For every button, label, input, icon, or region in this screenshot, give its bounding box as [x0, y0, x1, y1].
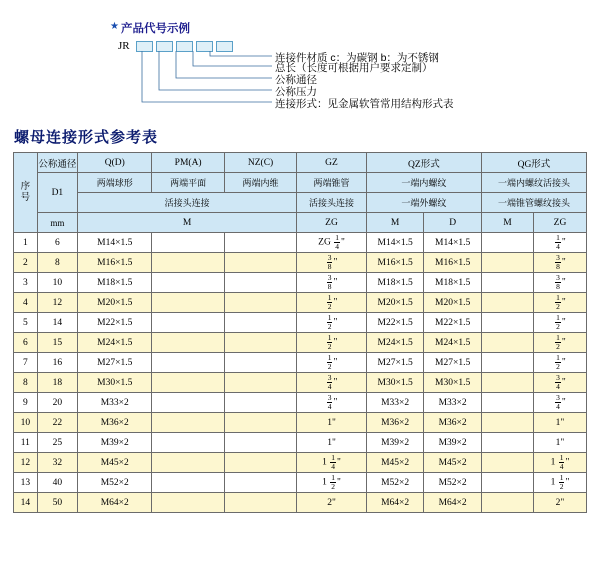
header-group-nz-code: NZ(C) — [224, 153, 296, 173]
cell-q: M27×1.5 — [78, 353, 152, 373]
cell-pm — [152, 453, 225, 473]
table-row — [14, 273, 587, 293]
cell-qg-m — [481, 493, 533, 513]
cell-dn: 16 — [37, 353, 77, 373]
header-group-gz-code: GZ — [297, 153, 367, 173]
cell-dn: 22 — [37, 413, 77, 433]
cell-qg-zg: 1" — [533, 433, 586, 453]
cell-gz: $\frac{3}{8}$ " — [297, 273, 367, 293]
cell-qz-m: M30×1.5 — [366, 373, 424, 393]
cell-qg-m — [481, 413, 533, 433]
cell-qg-zg: $\frac{1}{2}$ " — [533, 353, 586, 373]
cell-qz-d: M64×2 — [424, 493, 482, 513]
cell-nz — [224, 233, 296, 253]
cell-qz-d: M33×2 — [424, 393, 482, 413]
cell-nz — [224, 453, 296, 473]
cell-qz-m: M27×1.5 — [366, 353, 424, 373]
cell-pm — [152, 253, 225, 273]
header-dn: 公称通径 — [37, 153, 77, 173]
cell-gz: $\frac{3}{4}$ " — [297, 393, 367, 413]
cell-pm — [152, 373, 225, 393]
table-row — [14, 413, 587, 433]
cell-dn: 15 — [37, 333, 77, 353]
cell-gz: $\frac{3}{8}$ " — [297, 253, 367, 273]
header-group-gz-desc: 两端锥管 — [297, 173, 367, 193]
cell-seq: 2 — [14, 253, 38, 273]
header-group-qg-code: QG形式 — [481, 153, 586, 173]
table-row — [14, 493, 587, 513]
table-header-row-join — [14, 193, 587, 213]
cell-gz: 1" — [297, 413, 367, 433]
cell-qz-d: M16×1.5 — [424, 253, 482, 273]
cell-qg-zg: 1 $\frac{1}{4}$ " — [533, 453, 586, 473]
table-row — [14, 453, 587, 473]
star-icon: ★ — [110, 21, 119, 32]
header-seq: 序 号 — [14, 153, 38, 233]
table-header-row-units — [14, 213, 587, 233]
header-unit-qg-zg: ZG — [533, 213, 586, 233]
cell-pm — [152, 433, 225, 453]
cell-qg-m — [481, 333, 533, 353]
cell-seq: 8 — [14, 373, 38, 393]
cell-qg-zg: 1 $\frac{1}{2}$ " — [533, 473, 586, 493]
header-join-gz: 活接头连接 — [297, 193, 367, 213]
cell-pm — [152, 293, 225, 313]
cell-pm — [152, 413, 225, 433]
header-unit-m-left: M — [78, 213, 297, 233]
header-group-qz-desc1: 一端内螺纹 — [366, 173, 481, 193]
cell-nz — [224, 353, 296, 373]
cell-seq: 13 — [14, 473, 38, 493]
cell-qg-zg: $\frac{1}{4}$ " — [533, 233, 586, 253]
cell-seq: 3 — [14, 273, 38, 293]
header-unit-qz-d: D — [424, 213, 482, 233]
cell-dn: 8 — [37, 253, 77, 273]
cell-seq: 5 — [14, 313, 38, 333]
table-row — [14, 393, 587, 413]
cell-q: M33×2 — [78, 393, 152, 413]
cell-nz — [224, 333, 296, 353]
cell-qg-m — [481, 453, 533, 473]
cell-seq: 10 — [14, 413, 38, 433]
diagram-title: 产品代号示例 — [121, 23, 190, 35]
cell-qz-m: M33×2 — [366, 393, 424, 413]
table-row — [14, 473, 587, 493]
cell-nz — [224, 253, 296, 273]
cell-nz — [224, 273, 296, 293]
table-header-row-codes — [14, 153, 587, 173]
table-row — [14, 313, 587, 333]
cell-nz — [224, 293, 296, 313]
cell-qz-m: M20×1.5 — [366, 293, 424, 313]
cell-qg-zg: $\frac{1}{2}$ " — [533, 333, 586, 353]
header-group-qg-desc1: 一端内螺纹活接头 — [481, 173, 586, 193]
cell-pm — [152, 353, 225, 373]
table-row — [14, 353, 587, 373]
cell-qg-m — [481, 353, 533, 373]
cell-qz-m: M45×2 — [366, 453, 424, 473]
cell-pm — [152, 493, 225, 513]
cell-dn: 20 — [37, 393, 77, 413]
cell-qz-m: M39×2 — [366, 433, 424, 453]
cell-q: M52×2 — [78, 473, 152, 493]
cell-qg-m — [481, 273, 533, 293]
cell-dn: 25 — [37, 433, 77, 453]
cell-nz — [224, 373, 296, 393]
header-unit-qg-m: M — [481, 213, 533, 233]
cell-pm — [152, 333, 225, 353]
cell-qg-zg: $\frac{3}{4}$ " — [533, 393, 586, 413]
cell-qz-m: M22×1.5 — [366, 313, 424, 333]
cell-qz-d: M24×1.5 — [424, 333, 482, 353]
cell-qz-d: M45×2 — [424, 453, 482, 473]
cell-seq: 7 — [14, 353, 38, 373]
header-dn-sub: D1 — [37, 173, 77, 213]
cell-seq: 14 — [14, 493, 38, 513]
table-row — [14, 253, 587, 273]
cell-q: M14×1.5 — [78, 233, 152, 253]
cell-q: M36×2 — [78, 413, 152, 433]
cell-seq: 4 — [14, 293, 38, 313]
cell-qg-zg: 2" — [533, 493, 586, 513]
cell-dn: 18 — [37, 373, 77, 393]
cell-qg-zg: $\frac{3}{4}$ " — [533, 373, 586, 393]
header-dn-unit: mm — [37, 213, 77, 233]
cell-pm — [152, 393, 225, 413]
cell-q: M22×1.5 — [78, 313, 152, 333]
cell-qz-d: M14×1.5 — [424, 233, 482, 253]
cell-qz-m: M14×1.5 — [366, 233, 424, 253]
cell-gz: $\frac{1}{2}$ " — [297, 313, 367, 333]
header-group-q-desc: 两端球形 — [78, 173, 152, 193]
table-row — [14, 433, 587, 453]
header-group-q-code: Q(D) — [78, 153, 152, 173]
cell-gz: $\frac{3}{4}$ " — [297, 373, 367, 393]
cell-qg-m — [481, 373, 533, 393]
cell-qz-d: M52×2 — [424, 473, 482, 493]
cell-dn: 40 — [37, 473, 77, 493]
cell-gz: $\frac{1}{2}$ " — [297, 353, 367, 373]
cell-pm — [152, 313, 225, 333]
nut-connection-reference-table — [13, 152, 587, 513]
header-join-left: 活接头连接 — [78, 193, 297, 213]
table-row — [14, 293, 587, 313]
cell-gz: ZG $\frac{1}{4}$ " — [297, 233, 367, 253]
diagram-note-pressure: 公称压力 — [275, 86, 317, 98]
diagram-note-dn: 公称通径 — [275, 74, 317, 86]
table-row — [14, 233, 587, 253]
cell-qz-d: M22×1.5 — [424, 313, 482, 333]
table-row — [14, 373, 587, 393]
product-code-diagram — [0, 0, 600, 118]
diagram-note-material: 连接件材质 c：为碳钢 b：为不锈钢 — [275, 52, 439, 64]
cell-gz: 2" — [297, 493, 367, 513]
diagram-note-connection: 连接形式：见金属软管常用结构形式表 — [275, 98, 454, 110]
cell-nz — [224, 413, 296, 433]
cell-q: M30×1.5 — [78, 373, 152, 393]
cell-qz-m: M18×1.5 — [366, 273, 424, 293]
cell-pm — [152, 473, 225, 493]
cell-gz: $\frac{1}{2}$ " — [297, 333, 367, 353]
cell-gz: 1 $\frac{1}{4}$ " — [297, 453, 367, 473]
cell-qz-m: M24×1.5 — [366, 333, 424, 353]
cell-qz-d: M39×2 — [424, 433, 482, 453]
cell-gz: 1" — [297, 433, 367, 453]
cell-pm — [152, 273, 225, 293]
page-title: 螺母连接形式参考表 — [14, 129, 159, 146]
cell-qg-zg: $\frac{3}{8}$ " — [533, 253, 586, 273]
cell-qz-d: M30×1.5 — [424, 373, 482, 393]
cell-qg-m — [481, 393, 533, 413]
cell-q: M39×2 — [78, 433, 152, 453]
cell-qg-zg: $\frac{1}{2}$ " — [533, 293, 586, 313]
cell-dn: 12 — [37, 293, 77, 313]
cell-qz-m: M16×1.5 — [366, 253, 424, 273]
cell-qz-d: M18×1.5 — [424, 273, 482, 293]
cell-qg-m — [481, 233, 533, 253]
header-group-pm-code: PM(A) — [152, 153, 225, 173]
code-prefix: JR — [118, 40, 130, 52]
cell-nz — [224, 393, 296, 413]
cell-qz-m: M52×2 — [366, 473, 424, 493]
cell-dn: 10 — [37, 273, 77, 293]
cell-seq: 9 — [14, 393, 38, 413]
header-group-nz-desc: 两端内维 — [224, 173, 296, 193]
cell-gz: $\frac{1}{2}$ " — [297, 293, 367, 313]
cell-nz — [224, 493, 296, 513]
table-row — [14, 333, 587, 353]
cell-dn: 32 — [37, 453, 77, 473]
cell-nz — [224, 433, 296, 453]
cell-nz — [224, 473, 296, 493]
cell-q: M45×2 — [78, 453, 152, 473]
cell-dn: 50 — [37, 493, 77, 513]
cell-pm — [152, 233, 225, 253]
cell-qz-m: M64×2 — [366, 493, 424, 513]
cell-qz-m: M36×2 — [366, 413, 424, 433]
cell-q: M18×1.5 — [78, 273, 152, 293]
cell-dn: 6 — [37, 233, 77, 253]
cell-q: M24×1.5 — [78, 333, 152, 353]
header-unit-zg-gz: ZG — [297, 213, 367, 233]
cell-qz-d: M27×1.5 — [424, 353, 482, 373]
cell-qg-zg: $\frac{1}{2}$ " — [533, 313, 586, 333]
cell-qz-d: M36×2 — [424, 413, 482, 433]
cell-dn: 14 — [37, 313, 77, 333]
header-group-pm-desc: 两端平面 — [152, 173, 225, 193]
diagram-note-length: 总长（长度可根据用户要求定制） — [275, 62, 433, 74]
header-group-qz-code: QZ形式 — [366, 153, 481, 173]
cell-gz: 1 $\frac{1}{2}$ " — [297, 473, 367, 493]
cell-qg-m — [481, 293, 533, 313]
header-unit-qz-m: M — [366, 213, 424, 233]
cell-seq: 6 — [14, 333, 38, 353]
cell-q: M64×2 — [78, 493, 152, 513]
cell-qg-zg: 1" — [533, 413, 586, 433]
table-header-row-desc — [14, 173, 587, 193]
cell-q: M20×1.5 — [78, 293, 152, 313]
cell-seq: 11 — [14, 433, 38, 453]
cell-qg-m — [481, 473, 533, 493]
cell-qg-zg: $\frac{3}{8}$ " — [533, 273, 586, 293]
cell-qg-m — [481, 313, 533, 333]
cell-qz-d: M20×1.5 — [424, 293, 482, 313]
cell-seq: 12 — [14, 453, 38, 473]
header-group-qz-desc2: 一端外螺纹 — [366, 193, 481, 213]
cell-nz — [224, 313, 296, 333]
cell-qg-m — [481, 433, 533, 453]
header-group-qg-desc2: 一端锥管螺纹接头 — [481, 193, 586, 213]
cell-q: M16×1.5 — [78, 253, 152, 273]
cell-qg-m — [481, 253, 533, 273]
cell-seq: 1 — [14, 233, 38, 253]
